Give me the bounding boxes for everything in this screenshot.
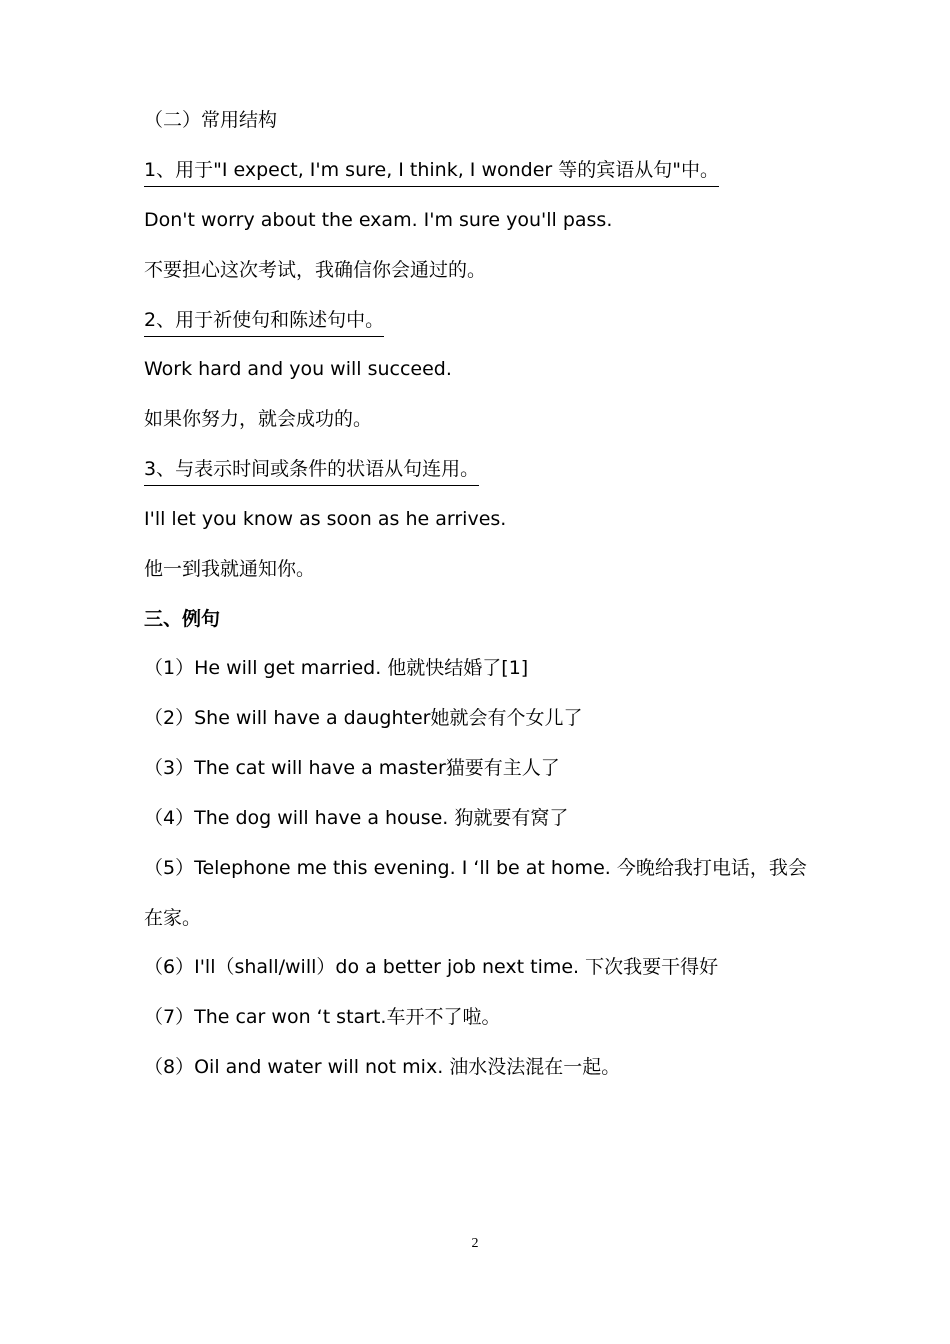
rule-3-heading <box>144 457 479 486</box>
example-sentence-8: （8）Oil and water will not mix. 油水没法混在一起。 <box>144 1056 621 1078</box>
section-heading-common-structures: （二）常用结构 <box>144 109 278 131</box>
example-sentence-7: （7）The car won ‘t start.车开不了啦。 <box>144 1006 501 1028</box>
rule-3-example-chinese: 他一到我就通知你。 <box>144 558 316 580</box>
rule-3-example-english: I'll let you know as soon as he arrives. <box>144 508 507 530</box>
rule-1-heading <box>144 158 719 187</box>
example-sentence-1: （1）He will get married. 他就快结婚了[1] <box>144 657 529 679</box>
rule-2-example-chinese: 如果你努力，就会成功的。 <box>144 408 373 430</box>
section-heading-examples: 三、例句 <box>144 608 221 630</box>
rule-2-example-english: Work hard and you will succeed. <box>144 358 452 380</box>
rule-1-example-english: Don't worry about the exam. I'm sure you'll pass. <box>144 209 613 231</box>
example-sentence-4: （4）The dog will have a house. 狗就要有窝了 <box>144 807 569 829</box>
example-sentence-5-line-2: 在家。 <box>144 907 202 929</box>
example-sentence-6: （6）I'll（shall/will）do a better job next time. 下次我要干得好 <box>144 956 719 978</box>
rule-1-example-chinese: 不要担心这次考试，我确信你会通过的。 <box>144 259 487 281</box>
page-number: 2 <box>471 1236 479 1251</box>
example-sentence-3: （3）The cat will have a master猫要有主人了 <box>144 757 560 779</box>
rule-1-text: 1、用于"I expect, I'm sure, I think, I wonder 等的宾语从句"中。 <box>144 158 719 187</box>
rule-2-heading <box>144 308 384 337</box>
rule-2-text: 2、用于祈使句和陈述句中。 <box>144 308 384 337</box>
example-sentence-2: （2）She will have a daughter她就会有个女儿了 <box>144 707 583 729</box>
rule-3-text: 3、与表示时间或条件的状语从句连用。 <box>144 457 479 486</box>
example-sentence-5-line-1: （5）Telephone me this evening. I ‘ll be at home. 今晚给我打电话，我会 <box>144 857 807 879</box>
